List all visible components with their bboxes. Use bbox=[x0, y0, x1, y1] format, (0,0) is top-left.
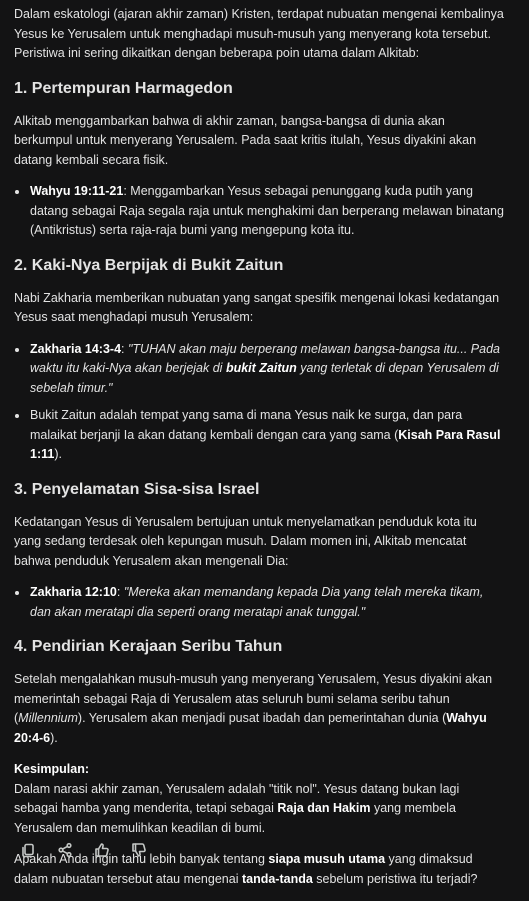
response-content bbox=[14, 5, 506, 901]
section-2-paragraph: Nabi Zakharia memberikan nubuatan yang sangat spesifik mengenai lokasi kedatangan Yesus saat menghadapi musuh Yerusalem: bbox=[14, 290, 500, 324]
list-item-text: Bukit Zaitun adalah tempat yang sama di mana Yesus naik ke surga, dan para malaikat berjanji Ia akan datang kembali dengan cara yang sama ( bbox=[30, 408, 463, 442]
list-item bbox=[14, 340, 506, 399]
bullet-dot bbox=[15, 348, 19, 352]
section-3-list bbox=[14, 583, 506, 622]
scripture-reference: Zakharia 14:3-4 bbox=[30, 341, 122, 356]
conclusion-label: Kesimpulan: bbox=[14, 762, 90, 776]
share-button[interactable] bbox=[55, 840, 75, 860]
section-1-heading: 1. Pertempuran Harmagedon bbox=[14, 79, 233, 97]
list-item bbox=[14, 583, 506, 622]
list-item bbox=[14, 182, 506, 241]
scripture-reference: Wahyu 20:4-6 bbox=[14, 711, 487, 745]
copy-icon bbox=[20, 842, 36, 858]
scripture-quote: "Mereka akan memandang kepada Dia yang telah mereka tikam, dan akan meratapi dia seperti orang meratapi anak tunggal." bbox=[30, 585, 484, 619]
followup-emphasis: tanda-tanda bbox=[241, 871, 313, 886]
followup-text: Apakah Anda ingin tahu lebih banyak tentang bbox=[14, 852, 269, 866]
conclusion-text: yang membela Yerusalem dan memulihkan keadilan di bumi. bbox=[14, 801, 456, 835]
section-3 bbox=[14, 479, 506, 623]
paragraph-text: ). Yerusalem akan menjadi pusat ibadah dan pemerintahan dunia ( bbox=[77, 711, 447, 725]
bullet-dot bbox=[15, 414, 19, 418]
bullet-dot bbox=[15, 591, 19, 595]
section-2-list bbox=[14, 340, 506, 465]
bad-response-button[interactable] bbox=[129, 840, 149, 860]
section-2-heading: 2. Kaki-Nya Berpijak di Bukit Zaitun bbox=[14, 256, 284, 274]
section-4-paragraph bbox=[14, 670, 506, 748]
section-1-paragraph: Alkitab menggambarkan bahwa di akhir zaman, bangsa-bangsa di dunia akan berkumpul untuk menyerang Yerusalem. Pada saat kritis itulah, Yesus diyakini akan datang kembali secara fisik. bbox=[14, 113, 477, 167]
followup-text: yang dimaksud dalam nubuatan tersebut atau mengenai bbox=[14, 852, 473, 886]
copy-button[interactable] bbox=[18, 840, 38, 860]
section-1 bbox=[14, 78, 506, 241]
separator: : bbox=[121, 341, 128, 356]
section-4 bbox=[14, 636, 506, 748]
scripture-reference: Kisah Para Rasul 1:11 bbox=[30, 427, 501, 461]
section-3-heading: 3. Penyelamatan Sisa-sisa Israel bbox=[14, 480, 260, 498]
italic-term: Millennium bbox=[18, 711, 78, 725]
share-icon bbox=[57, 842, 73, 858]
followup-emphasis: siapa musuh utama bbox=[268, 852, 386, 866]
thumbs-up-icon bbox=[94, 842, 110, 858]
good-response-button[interactable] bbox=[92, 840, 112, 860]
conclusion bbox=[14, 760, 506, 838]
separator: : bbox=[116, 585, 124, 599]
conclusion-text: Dalam narasi akhir zaman, Yerusalem adalah "titik nol". Yesus datang bukan lagi sebagai hamba yang menderita, tetapi sebagai bbox=[14, 781, 460, 815]
list-item-text: : Menggambarkan Yesus sebagai penunggang kuda putih yang datang sebagai Raja segala raja untuk menghakimi dan berperang melawan binatang (Antikristus) serta raja-raja bumi yang mengepung kota itu. bbox=[30, 184, 504, 237]
paragraph-text: Setelah mengalahkan musuh-musuh yang menyerang Yerusalem, Yesus diyakini akan memerintah sebagai Raja di Yerusalem atas seluruh bumi selama seribu tahun ( bbox=[14, 672, 493, 725]
list-item-text-end: ). bbox=[54, 447, 62, 461]
intro-paragraph: Dalam eskatologi (ajaran akhir zaman) Kristen, terdapat nubuatan mengenai kembalinya Yesus ke Yerusalem untuk menghadapi musuh-musuh yang menyerang kota tersebut. Peristiwa ini sering dikaitkan dengan beberapa poin utama dalam Alkitab: bbox=[14, 7, 504, 60]
section-1-list bbox=[14, 182, 506, 241]
quote-emphasis: bukit Zaitun bbox=[225, 361, 297, 375]
paragraph-text-end: ). bbox=[50, 730, 58, 745]
scripture-reference: Zakharia 12:10 bbox=[30, 585, 117, 599]
thumbs-down-icon bbox=[131, 842, 147, 858]
quote-text: "TUHAN akan maju berperang melawan bangsa-bangsa itu... Pada waktu itu kaki-Nya akan berjejak di bbox=[30, 341, 500, 375]
list-item bbox=[14, 406, 506, 465]
followup-text: sebelum peristiwa itu terjadi? bbox=[312, 871, 478, 886]
section-3-paragraph: Kedatangan Yesus di Yerusalem bertujuan untuk menyelamatkan penduduk kota itu yang sedang terdesak oleh kepungan musuh. Dalam momen ini, Alkitab mencatat bahwa penduduk Yerusalem akan mengenali Dia: bbox=[14, 514, 477, 568]
section-2 bbox=[14, 255, 506, 465]
response-action-bar bbox=[18, 840, 149, 860]
section-4-heading: 4. Pendirian Kerajaan Seribu Tahun bbox=[14, 638, 283, 655]
quote-text: yang terletak di depan Yerusalem di sebelah timur." bbox=[30, 361, 499, 395]
bullet-dot bbox=[15, 190, 19, 194]
conclusion-emphasis: Raja dan Hakim bbox=[277, 801, 371, 815]
scripture-reference: Wahyu 19:11-21 bbox=[30, 184, 124, 198]
